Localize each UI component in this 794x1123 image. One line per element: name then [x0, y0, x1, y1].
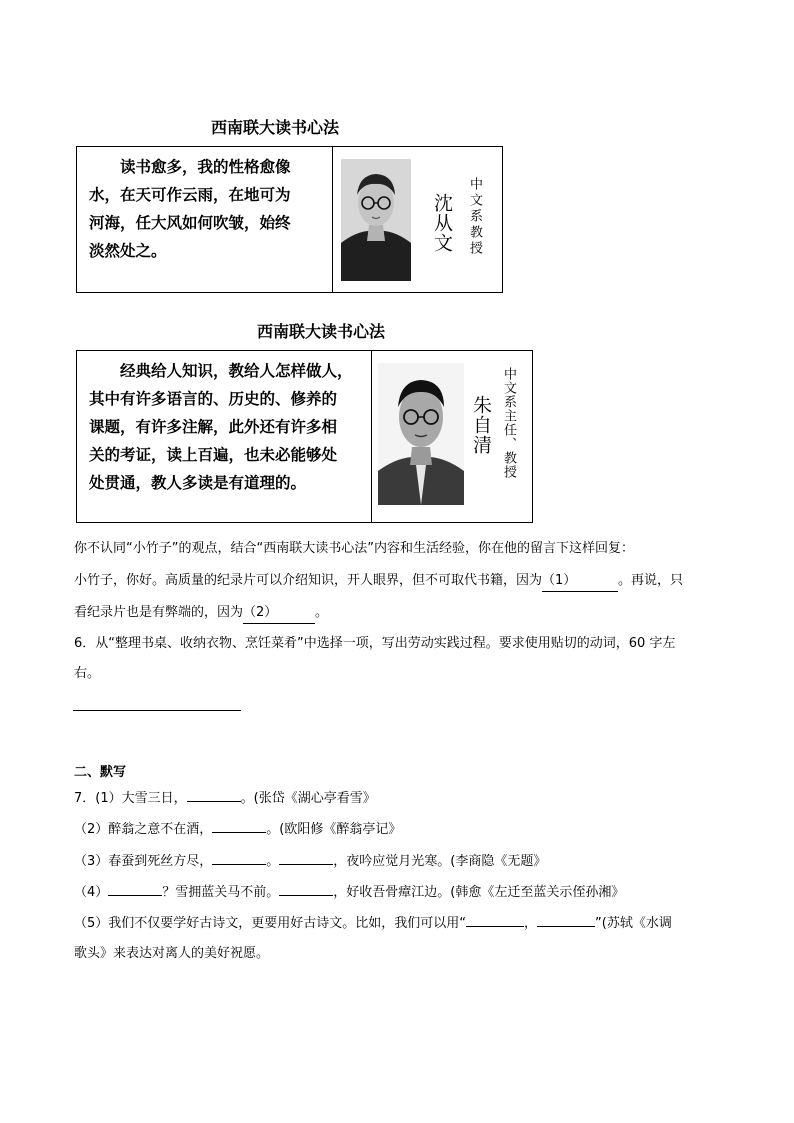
- q-text: （4）: [74, 885, 109, 900]
- card2-box: [76, 350, 533, 523]
- blank-label: （1）: [542, 573, 577, 588]
- question-7-5-line-2: 歌头》来表达对离人的美好祝愿。: [74, 946, 270, 961]
- q-text: （5）我们不仅要学好古诗文，更要用好古诗文。比如，我们可以用“: [74, 916, 467, 931]
- card1-box: [76, 146, 503, 293]
- question-7-5-line-1: [74, 914, 672, 934]
- reply-text: 。: [315, 605, 329, 620]
- question-7-4: [74, 883, 624, 903]
- q-text: 7．(1）大雪三日，: [74, 791, 187, 806]
- intro-text: 你不认同“小竹子”的观点，结合“西南联大读书心法”内容和生活经验，你在他的留言下这样回复：: [74, 541, 634, 556]
- question-7-1: [74, 789, 376, 809]
- card1-role: 中文系教授: [467, 177, 482, 257]
- fill-blank[interactable]: [537, 926, 595, 927]
- fill-blank[interactable]: [187, 801, 241, 802]
- fill-blank[interactable]: [279, 864, 333, 865]
- card2-name: 朱自清: [470, 395, 492, 455]
- q-text: 。: [266, 854, 280, 869]
- q-text: ？雪拥蓝关马不前。: [162, 885, 280, 900]
- card2-quote-line: 关的考证，读上百遍，也未必能够处: [89, 445, 338, 464]
- card1-name: 沈从文: [431, 193, 453, 253]
- card2-quote-line: 经典给人知识，教给人怎样做人，: [120, 361, 353, 380]
- question-6-line-2: 右。: [74, 666, 101, 681]
- q-text: ，夜吟应觉月光寒。(李商隐《无题》: [333, 854, 547, 869]
- card1-side: [333, 147, 502, 292]
- answer-blank-1[interactable]: [542, 571, 618, 592]
- section-2-heading: 二、默写: [74, 765, 127, 780]
- fill-blank[interactable]: [279, 895, 333, 896]
- fill-blank[interactable]: [466, 926, 524, 927]
- question-7-2: [74, 820, 401, 840]
- reply-line-2: [74, 603, 328, 624]
- card1-quote-line: 河海，任大风如何吹皱，始终: [89, 213, 291, 232]
- answer-blank-2[interactable]: [243, 603, 315, 624]
- card2-quote-line: 其中有许多语言的、历史的、修养的: [89, 389, 338, 408]
- q-text: 。(欧阳修《醉翁亭记》: [266, 822, 402, 837]
- question-6-answer-line[interactable]: [73, 710, 241, 711]
- card2-side: [372, 351, 532, 522]
- q-text: ，好收吾骨瘴江边。(韩愈《左迁至蓝关示侄孙湘》: [333, 885, 625, 900]
- question-7-3: [74, 852, 546, 872]
- card2-title: 西南联大读书心法: [257, 322, 386, 341]
- q-text: ，: [524, 916, 538, 931]
- card1-quote-line: 水，在天可作云雨，在地可为: [89, 185, 291, 204]
- reply-text: 。再说，只: [618, 573, 684, 588]
- card1-quote-line: 淡然处之。: [89, 241, 167, 260]
- blank-label: （2）: [243, 605, 278, 620]
- card2-quote: [77, 351, 372, 522]
- q-text: 。(张岱《湖心亭看雪》: [240, 791, 376, 806]
- fill-blank[interactable]: [108, 895, 162, 896]
- reply-line-1: [74, 571, 683, 592]
- portrait-zhu-ziqing: [378, 363, 464, 505]
- card2-quote-line: 课题，有许多注解，此外还有许多相: [89, 417, 338, 436]
- reply-text: 小竹子，你好。高质量的纪录片可以介绍知识，开人眼界，但不可取代书籍，因为: [74, 573, 543, 588]
- card1-quote: [77, 147, 333, 292]
- fill-blank[interactable]: [212, 832, 266, 833]
- reply-text: 看纪录片也是有弊端的，因为: [74, 605, 244, 620]
- card2-role: 中文系主任、教授: [501, 367, 516, 479]
- question-6-line-1: 6．从“整理书桌、收纳衣物、烹饪菜肴”中选择一项，写出劳动实践过程。要求使用贴切的动词，60 字左: [74, 636, 676, 651]
- portrait-shen-congwen: [341, 159, 411, 281]
- card1-title: 西南联大读书心法: [211, 118, 340, 137]
- q-text: ”(苏轼《水调: [595, 916, 672, 931]
- q-text: （2）醉翁之意不在酒，: [74, 822, 213, 837]
- card1-quote-line: 读书愈多，我的性格愈像: [120, 157, 291, 176]
- card2-quote-line: 处贯通，教人多读是有道理的。: [89, 473, 307, 492]
- fill-blank[interactable]: [212, 864, 266, 865]
- q-text: （3）春蚕到死丝方尽，: [74, 854, 213, 869]
